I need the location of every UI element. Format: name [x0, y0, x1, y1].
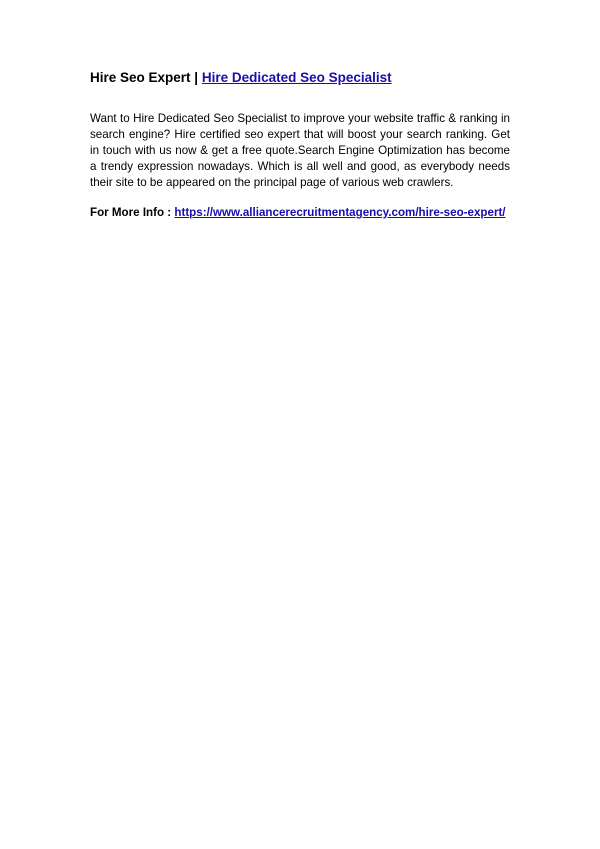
more-info-line [90, 205, 510, 221]
heading-title: Hire Seo Expert [90, 70, 191, 85]
more-info-link[interactable]: https://www.alliancerecruitmentagency.com/hire-seo-expert/ [174, 206, 506, 219]
heading-separator: | [190, 70, 202, 85]
body-paragraph: Want to Hire Dedicated Seo Specialist to improve your website traffic & ranking in search engine? Hire certified seo expert that will boost your search ranking. Get in touch with us now & get a free quote.Search Engine Optimization has become a trendy expression nowadays. Which is all well and good, as everybody needs their site to be appeared on the principal page of various web crawlers. [90, 112, 510, 189]
more-info-label: For More Info : [90, 206, 175, 219]
page-heading [90, 69, 510, 87]
heading-link[interactable]: Hire Dedicated Seo Specialist [201, 70, 392, 85]
